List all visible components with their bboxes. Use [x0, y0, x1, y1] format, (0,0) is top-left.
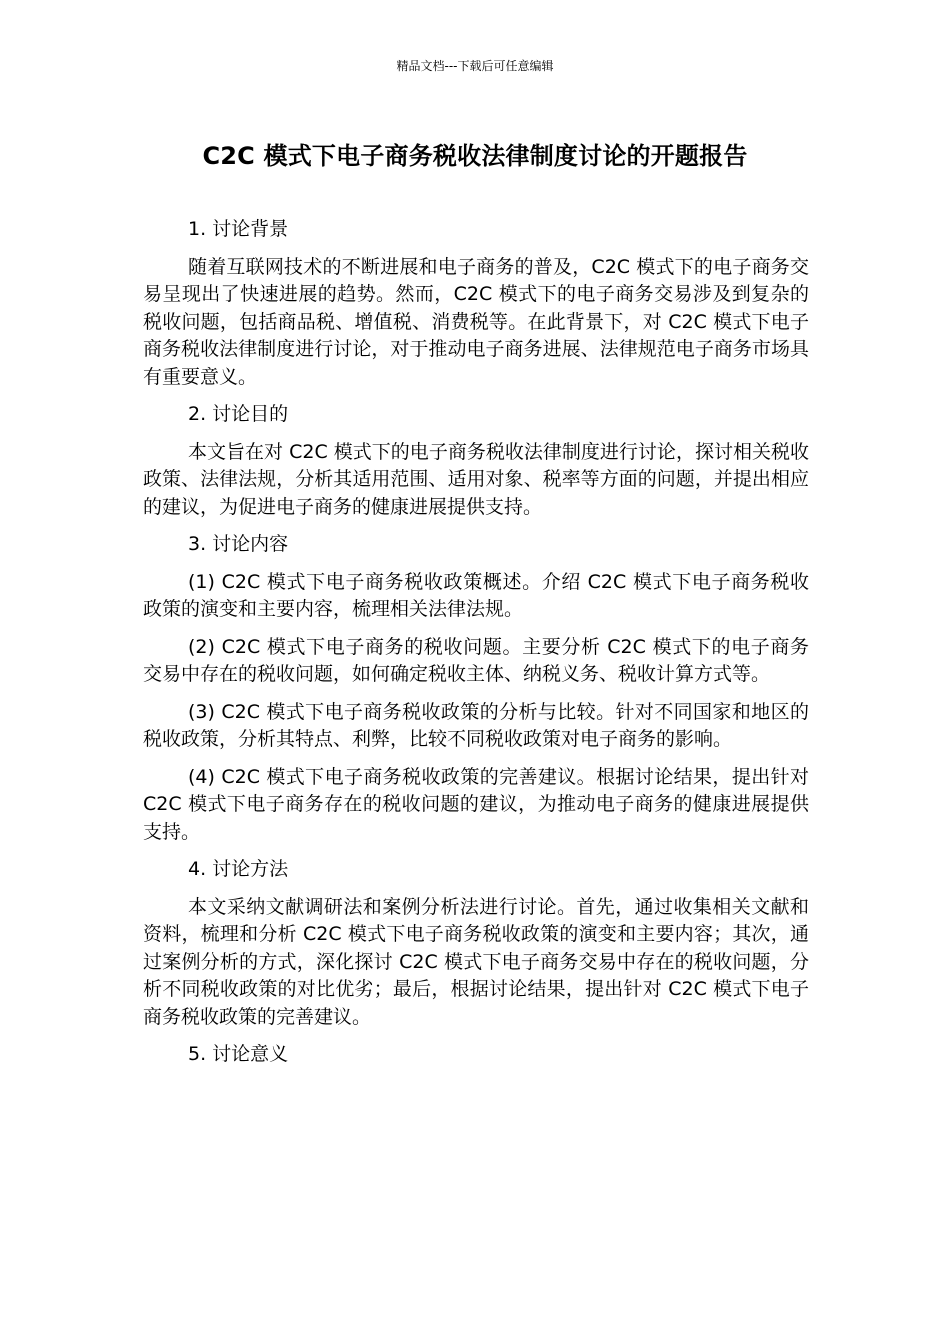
paragraph: (4) C2C 模式下电子商务税收政策的完善建议。根据讨论结果，提出针对 C2C 模式下电子商务存在的税收问题的建议，为推动电子商务的健康进展提供支持。: [143, 765, 809, 843]
paragraph: 本文旨在对 C2C 模式下的电子商务税收法律制度进行讨论，探讨相关税收政策、法律法规，分析其适用范围、适用对象、税率等方面的问题，并提出相应的建议，为促进电子商务的健康进展提供支持。: [143, 440, 809, 518]
section-heading: 1. 讨论背景: [188, 218, 289, 240]
section-content: [143, 531, 809, 846]
section-significance: [143, 1041, 809, 1069]
section-heading: 2. 讨论目的: [188, 403, 289, 425]
section-heading: 3. 讨论内容: [188, 533, 289, 555]
section-heading: 4. 讨论方法: [188, 858, 289, 880]
document-body: [143, 216, 809, 1079]
paragraph: 本文采纳文献调研法和案例分析法进行讨论。首先，通过收集相关文献和资料，梳理和分析 C2C 模式下电子商务税收政策的演变和主要内容；其次，通过案例分析的方式，深化探讨 C2C 模式下电子商务交易中存在的税收问题，分析不同税收政策的对比优劣；最后，根据讨论结果，提出针对 C2C 模式下电子商务税收政策的完善建议。: [143, 895, 809, 1028]
paragraph: (1) C2C 模式下电子商务税收政策概述。介绍 C2C 模式下电子商务税收政策的演变和主要内容，梳理相关法律法规。: [143, 570, 809, 620]
section-method: [143, 856, 809, 1031]
paragraph: (3) C2C 模式下电子商务税收政策的分析与比较。针对不同国家和地区的税收政策，分析其特点、利弊，比较不同税收政策对电子商务的影响。: [143, 700, 809, 750]
paragraph: (2) C2C 模式下电子商务的税收问题。主要分析 C2C 模式下的电子商务交易中存在的税收问题，如何确定税收主体、纳税义务、税收计算方式等。: [143, 635, 809, 685]
section-background: [143, 216, 809, 391]
section-heading: 5. 讨论意义: [188, 1043, 289, 1065]
page-header: 精品文档---下载后可任意编辑: [396, 59, 554, 73]
section-purpose: [143, 401, 809, 521]
paragraph: 随着互联网技术的不断进展和电子商务的普及，C2C 模式下的电子商务交易呈现出了快速进展的趋势。然而，C2C 模式下的电子商务交易涉及到复杂的税收问题，包括商品税、增值税、消费税等。在此背景下，对 C2C 模式下电子商务税收法律制度进行讨论，对于推动电子商务进展、法律规范电子商务市场具有重要意义。: [143, 255, 809, 388]
document-title: C2C 模式下电子商务税收法律制度讨论的开题报告: [202, 142, 748, 170]
